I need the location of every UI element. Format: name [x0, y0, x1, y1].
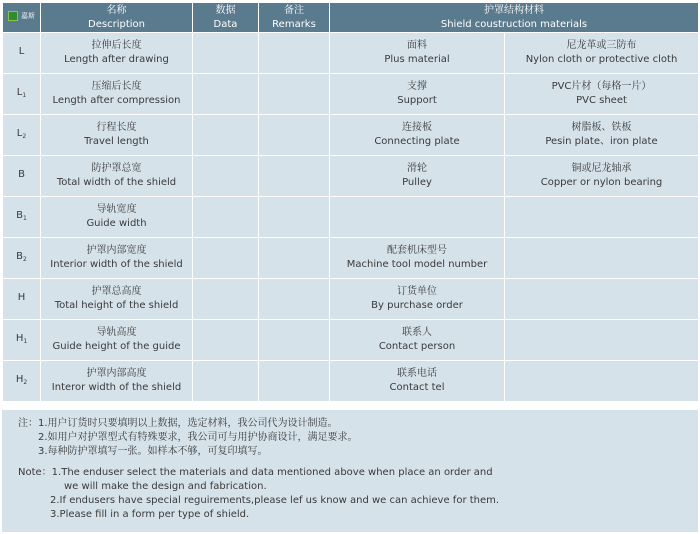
table-row	[3, 156, 699, 197]
row-symbol	[3, 33, 41, 74]
symbol-letter: L	[16, 127, 23, 139]
material-item-cn: 支撑	[407, 81, 427, 92]
material-value-en: Copper or nylon bearing	[540, 177, 663, 188]
row-remarks-cell[interactable]	[259, 74, 330, 115]
table-row	[3, 33, 699, 74]
note-en-1b: we will make the design and fabrication.	[64, 481, 267, 492]
material-item-cn: 连接板	[402, 122, 432, 133]
symbol-subscript: 2	[23, 378, 28, 386]
row-description	[41, 115, 193, 156]
header-description	[41, 3, 193, 33]
row-data-cell[interactable]	[193, 115, 259, 156]
row-symbol	[3, 156, 41, 197]
row-data-cell[interactable]	[193, 197, 259, 238]
row-description	[41, 156, 193, 197]
symbol-letter: B	[18, 168, 25, 180]
symbol-letter: H	[15, 332, 24, 344]
row-data-cell[interactable]	[193, 279, 259, 320]
table-row	[3, 74, 699, 115]
material-value-en: Pesin plate、iron plate	[545, 136, 658, 147]
row-remarks-cell[interactable]	[259, 115, 330, 156]
row-description	[41, 74, 193, 115]
symbol-letter: L	[18, 45, 25, 57]
description-cn: 行程长度	[96, 122, 137, 133]
row-description	[41, 238, 193, 279]
description-cn: 护罩内部宽度	[86, 245, 147, 256]
material-value-cn: 尼龙革或三防布	[566, 40, 637, 51]
row-symbol	[3, 238, 41, 279]
material-item-cn: 面料	[407, 40, 427, 51]
row-material-value	[505, 238, 699, 279]
symbol-subscript: 1	[23, 337, 28, 345]
row-data-cell[interactable]	[193, 361, 259, 402]
material-item-en: Contact person	[378, 341, 456, 352]
header-remarks-en: Remarks	[272, 18, 316, 30]
row-symbol	[3, 74, 41, 115]
description-cn: 护罩总高度	[91, 286, 142, 297]
row-description	[41, 320, 193, 361]
row-data-cell[interactable]	[193, 156, 259, 197]
row-material-value	[505, 361, 699, 402]
row-material-value	[505, 279, 699, 320]
table-row	[3, 115, 699, 156]
row-symbol	[3, 279, 41, 320]
header-data-cn: 数据	[215, 4, 236, 16]
material-item-en: Contact tel	[389, 382, 445, 393]
table-row	[3, 361, 699, 402]
row-material-value	[505, 33, 699, 74]
logo-cell	[3, 3, 41, 33]
description-cn: 护罩内部高度	[86, 368, 147, 379]
material-item-cn: 配套机床型号	[387, 245, 447, 256]
material-item-cn: 联系电话	[397, 368, 437, 379]
description-cn: 导轨宽度	[96, 204, 137, 215]
description-en: Length after drawing	[64, 54, 169, 65]
row-material-item	[330, 74, 505, 115]
note-cn-3: 3.每种防护罩填写一张。如样本不够，可复印填写。	[38, 446, 268, 457]
row-remarks-cell[interactable]	[259, 197, 330, 238]
material-item-en: Support	[397, 95, 437, 106]
header-shield-en: Shield coustruction materials	[440, 18, 588, 30]
description-cn: 拉伸后长度	[91, 40, 142, 51]
description-cn: 导轨高度	[96, 327, 137, 338]
symbol-subscript: 1	[23, 214, 27, 222]
row-material-value	[505, 156, 699, 197]
material-item-cn: 滑轮	[407, 163, 427, 174]
row-data-cell[interactable]	[193, 238, 259, 279]
material-item-cn: 订货单位	[397, 286, 437, 297]
table-row	[3, 320, 699, 361]
table-row	[3, 238, 699, 279]
row-material-item	[330, 279, 505, 320]
description-en: Interor width of the shield	[51, 382, 182, 393]
note-cn-2: 2.如用户对护罩型式有特殊要求，我公司可与用护协商设计，满足要求。	[38, 432, 358, 443]
shield-spec-table	[2, 2, 699, 402]
header-shield-cn: 护罩结构材料	[484, 4, 544, 16]
row-symbol	[3, 320, 41, 361]
row-data-cell[interactable]	[193, 320, 259, 361]
symbol-subscript: 1	[22, 91, 27, 99]
row-material-value	[505, 320, 699, 361]
description-en: Total width of the shield	[56, 177, 177, 188]
row-description	[41, 361, 193, 402]
description-en: Guide height of the guide	[52, 341, 181, 352]
header-description-en: Description	[88, 18, 145, 30]
material-item-en: Pulley	[402, 177, 432, 188]
material-value-cn: PVC片材（每格一片）	[551, 81, 652, 92]
row-symbol	[3, 115, 41, 156]
material-item-en: Connecting plate	[374, 136, 460, 147]
table-row	[3, 197, 699, 238]
row-material-value	[505, 74, 699, 115]
row-symbol	[3, 197, 41, 238]
material-item-en: Plus material	[384, 54, 450, 65]
row-description	[41, 197, 193, 238]
row-material-value	[505, 115, 699, 156]
material-value-en: PVC sheet	[576, 95, 627, 106]
table-header-row	[3, 3, 699, 33]
header-data-en: Data	[213, 18, 238, 30]
symbol-subscript: 2	[23, 255, 27, 263]
material-item-cn: 联系人	[402, 327, 432, 338]
material-value-en: Nylon cloth or protective cloth	[525, 54, 678, 65]
table-row	[3, 279, 699, 320]
header-data	[193, 3, 259, 33]
row-material-item	[330, 238, 505, 279]
header-shield-materials	[330, 3, 699, 33]
row-material-item	[330, 361, 505, 402]
row-remarks-cell[interactable]	[259, 279, 330, 320]
row-remarks-cell[interactable]	[259, 156, 330, 197]
symbol-letter: B	[16, 209, 24, 221]
row-remarks-cell[interactable]	[259, 238, 330, 279]
description-en: Travel length	[84, 136, 149, 147]
symbol-letter: H	[15, 373, 24, 385]
row-material-item	[330, 33, 505, 74]
row-description	[41, 279, 193, 320]
note-en-2: 2.If endusers have special reguirements,please lef us know and we can achieve for them.	[50, 495, 500, 506]
description-cn: 防护罩总宽	[91, 163, 142, 174]
material-value-cn: 铜或尼龙轴承	[571, 163, 632, 174]
description-en: Guide width	[86, 218, 147, 229]
logo-text: 嘉斯	[21, 12, 35, 20]
row-material-item	[330, 115, 505, 156]
header-description-cn: 名称	[106, 4, 127, 16]
note-cn-1: 注：1.用户订货时只要填明以上数据，选定材料，我公司代为设计制造。	[18, 418, 338, 429]
material-value-cn: 树脂板、铁板	[571, 122, 632, 133]
description-cn: 压缩后长度	[91, 81, 142, 92]
row-remarks-cell[interactable]	[259, 33, 330, 74]
header-remarks	[259, 3, 330, 33]
symbol-letter: B	[16, 250, 24, 262]
row-material-item	[330, 320, 505, 361]
row-material-value	[505, 197, 699, 238]
note-en-3: 3.Please fill in a form per type of shield.	[50, 509, 250, 520]
note-en-1a: Note：1.The enduser select the materials and data mentioned above when place an order and	[18, 467, 493, 478]
description-en: Interior width of the shield	[50, 259, 183, 270]
row-data-cell[interactable]	[193, 74, 259, 115]
symbol-subscript: 2	[22, 132, 27, 140]
symbol-letter: L	[16, 86, 23, 98]
row-description	[41, 33, 193, 74]
row-remarks-cell[interactable]	[259, 361, 330, 402]
row-remarks-cell[interactable]	[259, 320, 330, 361]
symbol-letter: H	[17, 291, 26, 303]
description-en: Total height of the shield	[54, 300, 179, 311]
brand-logo	[8, 9, 35, 23]
row-material-item	[330, 197, 505, 238]
material-item-en: Machine tool model number	[346, 259, 488, 270]
logo-square-icon	[8, 11, 18, 21]
description-en: Length after compression	[52, 95, 181, 106]
material-item-en: By purchase order	[371, 300, 463, 311]
header-remarks-cn: 备注	[284, 4, 304, 16]
row-material-item	[330, 156, 505, 197]
row-symbol	[3, 361, 41, 402]
row-data-cell[interactable]	[193, 33, 259, 74]
notes-section	[2, 410, 698, 532]
